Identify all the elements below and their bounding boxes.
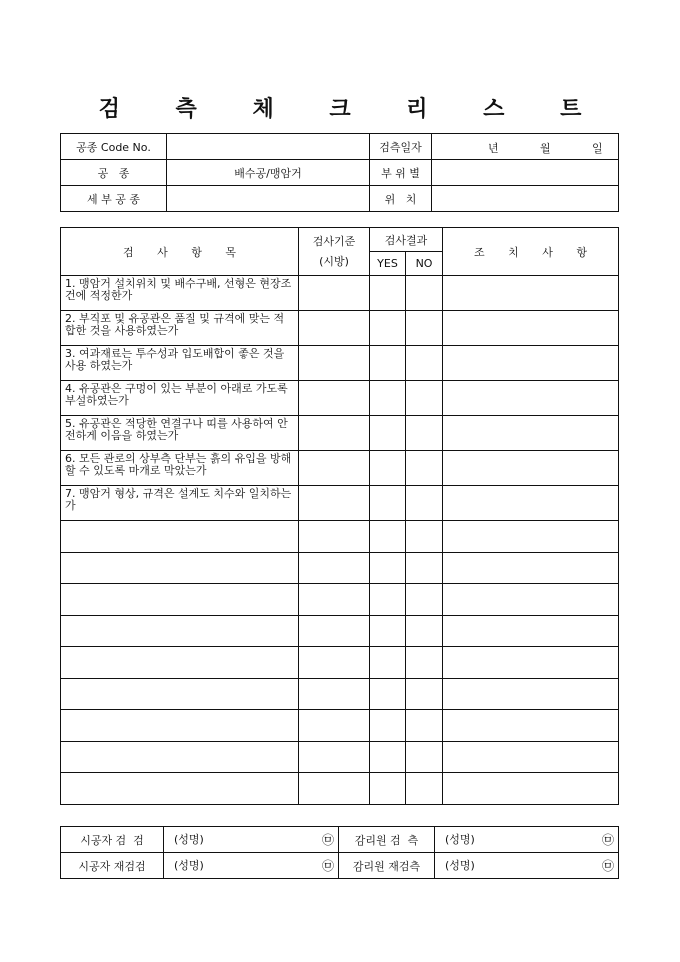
code-label: 공종 Code No.	[61, 134, 167, 160]
supervisor-reinspect-label: 감리원 재검측	[339, 853, 435, 879]
yes-cell[interactable]	[370, 741, 406, 773]
year-label: 년	[488, 142, 499, 155]
action-cell[interactable]	[443, 552, 619, 584]
page-title: 검 측 체 크 리 스 트	[98, 96, 606, 122]
contractor-reinspect-label: 시공자 재검검	[61, 853, 164, 879]
table-row	[61, 773, 619, 805]
standard-cell[interactable]	[299, 346, 370, 381]
date-label: 검측일자	[370, 134, 432, 160]
header-standard-sub: (시방)	[319, 254, 349, 268]
item-cell[interactable]	[61, 521, 299, 553]
no-cell[interactable]	[406, 276, 443, 311]
standard-cell[interactable]	[299, 486, 370, 521]
checklist-item-text: 3. 여과재료는 투수성과 입도배합이 좋은 것을 사용 하였는가	[61, 346, 299, 381]
table-row	[61, 615, 619, 647]
day-label: 일	[592, 142, 603, 155]
standard-cell[interactable]	[299, 710, 370, 742]
yes-cell[interactable]	[370, 678, 406, 710]
type-label: 공 종	[61, 160, 167, 186]
no-cell[interactable]	[406, 381, 443, 416]
table-row	[61, 276, 619, 311]
yes-cell[interactable]	[370, 381, 406, 416]
seal-icon: ㉤	[601, 859, 614, 873]
standard-cell[interactable]	[299, 584, 370, 616]
location-field[interactable]	[432, 186, 619, 212]
checklist-item-text: 1. 맹암거 설치위치 및 배수구배, 선형은 현장조건에 적정한가	[61, 276, 299, 311]
action-cell[interactable]	[443, 451, 619, 486]
table-row	[61, 381, 619, 416]
no-cell[interactable]	[406, 615, 443, 647]
part-field[interactable]	[432, 160, 619, 186]
supervisor-inspect-sign[interactable]	[435, 827, 619, 853]
yes-cell[interactable]	[370, 346, 406, 381]
part-label: 부 위 별	[370, 160, 432, 186]
header-yes: YES	[370, 252, 406, 276]
header-no: NO	[406, 252, 443, 276]
checklist-table	[60, 227, 619, 805]
standard-cell[interactable]	[299, 276, 370, 311]
checklist-item-text: 5. 유공관은 적당한 연결구나 띠를 사용하여 안전하게 이음을 하였는가	[61, 416, 299, 451]
month-label: 월	[540, 142, 551, 155]
yes-cell[interactable]	[370, 416, 406, 451]
item-cell[interactable]	[61, 584, 299, 616]
item-cell[interactable]	[61, 552, 299, 584]
header-standard-label: 검사기준	[312, 234, 356, 248]
no-cell[interactable]	[406, 710, 443, 742]
action-cell[interactable]	[443, 311, 619, 346]
standard-cell[interactable]	[299, 451, 370, 486]
yes-cell[interactable]	[370, 486, 406, 521]
no-cell[interactable]	[406, 311, 443, 346]
contractor-inspect-sign[interactable]	[164, 827, 339, 853]
no-cell[interactable]	[406, 416, 443, 451]
yes-cell[interactable]	[370, 552, 406, 584]
action-cell[interactable]	[443, 773, 619, 805]
action-cell[interactable]	[443, 647, 619, 679]
action-cell[interactable]	[443, 346, 619, 381]
no-cell[interactable]	[406, 678, 443, 710]
action-cell[interactable]	[443, 521, 619, 553]
standard-cell[interactable]	[299, 311, 370, 346]
no-cell[interactable]	[406, 346, 443, 381]
table-row	[61, 678, 619, 710]
signature-table	[60, 826, 619, 879]
table-row	[61, 741, 619, 773]
table-row	[61, 451, 619, 486]
table-row	[61, 552, 619, 584]
sign-name-label: (성명)	[445, 859, 475, 872]
action-cell[interactable]	[443, 710, 619, 742]
item-cell[interactable]	[61, 773, 299, 805]
yes-cell[interactable]	[370, 710, 406, 742]
yes-cell[interactable]	[370, 311, 406, 346]
supervisor-reinspect-sign[interactable]	[435, 853, 619, 879]
header-standard	[299, 228, 370, 276]
sign-name-label: (성명)	[445, 833, 475, 846]
table-row	[61, 346, 619, 381]
no-cell[interactable]	[406, 773, 443, 805]
item-cell[interactable]	[61, 710, 299, 742]
standard-cell[interactable]	[299, 416, 370, 451]
sign-name-label: (성명)	[174, 833, 204, 846]
checklist-item-text: 7. 맹암거 형상, 규격은 설계도 치수와 일치하는가	[61, 486, 299, 521]
location-label: 위 치	[370, 186, 432, 212]
checklist-item-text: 2. 부직포 및 유공관은 품질 및 규격에 맞는 적합한 것을 사용하였는가	[61, 311, 299, 346]
yes-cell[interactable]	[370, 521, 406, 553]
standard-cell[interactable]	[299, 647, 370, 679]
standard-cell[interactable]	[299, 773, 370, 805]
yes-cell[interactable]	[370, 584, 406, 616]
standard-cell[interactable]	[299, 552, 370, 584]
contractor-reinspect-sign[interactable]	[164, 853, 339, 879]
table-row	[61, 486, 619, 521]
checklist-item-text: 6. 모든 관로의 상부측 단부는 흙의 유입을 방해할 수 있도록 마개로 막았는가	[61, 451, 299, 486]
supervisor-inspect-label: 감리원 검 측	[339, 827, 435, 853]
yes-cell[interactable]	[370, 647, 406, 679]
no-cell[interactable]	[406, 486, 443, 521]
date-field[interactable]	[432, 134, 619, 160]
action-cell[interactable]	[443, 615, 619, 647]
table-row	[61, 647, 619, 679]
standard-cell[interactable]	[299, 615, 370, 647]
subtype-field[interactable]	[167, 186, 370, 212]
action-cell[interactable]	[443, 276, 619, 311]
action-cell[interactable]	[443, 584, 619, 616]
action-cell[interactable]	[443, 381, 619, 416]
no-cell[interactable]	[406, 552, 443, 584]
yes-cell[interactable]	[370, 773, 406, 805]
standard-cell[interactable]	[299, 381, 370, 416]
header-result: 검사결과	[370, 228, 443, 252]
item-cell[interactable]	[61, 678, 299, 710]
standard-cell[interactable]	[299, 678, 370, 710]
no-cell[interactable]	[406, 584, 443, 616]
action-cell[interactable]	[443, 678, 619, 710]
action-cell[interactable]	[443, 416, 619, 451]
header-item: 검 사 항 목	[61, 228, 299, 276]
table-row	[61, 311, 619, 346]
info-table	[60, 133, 619, 212]
item-cell[interactable]	[61, 741, 299, 773]
subtype-label: 세 부 공 종	[61, 186, 167, 212]
no-cell[interactable]	[406, 521, 443, 553]
standard-cell[interactable]	[299, 521, 370, 553]
table-row	[61, 521, 619, 553]
action-cell[interactable]	[443, 741, 619, 773]
header-action: 조 치 사 항	[443, 228, 619, 276]
checklist-item-text: 4. 유공관은 구멍이 있는 부분이 아래로 가도록 부설하였는가	[61, 381, 299, 416]
yes-cell[interactable]	[370, 276, 406, 311]
no-cell[interactable]	[406, 647, 443, 679]
item-cell[interactable]	[61, 647, 299, 679]
standard-cell[interactable]	[299, 741, 370, 773]
table-row	[61, 416, 619, 451]
code-field[interactable]	[167, 134, 370, 160]
type-field[interactable]: 배수공/맹암거	[167, 160, 370, 186]
table-row	[61, 584, 619, 616]
seal-icon: ㉤	[321, 833, 334, 847]
contractor-inspect-label: 시공자 검 검	[61, 827, 164, 853]
no-cell[interactable]	[406, 741, 443, 773]
yes-cell[interactable]	[370, 451, 406, 486]
yes-cell[interactable]	[370, 615, 406, 647]
action-cell[interactable]	[443, 486, 619, 521]
sign-name-label: (성명)	[174, 859, 204, 872]
no-cell[interactable]	[406, 451, 443, 486]
table-row	[61, 710, 619, 742]
seal-icon: ㉤	[601, 833, 614, 847]
item-cell[interactable]	[61, 615, 299, 647]
seal-icon: ㉤	[321, 859, 334, 873]
